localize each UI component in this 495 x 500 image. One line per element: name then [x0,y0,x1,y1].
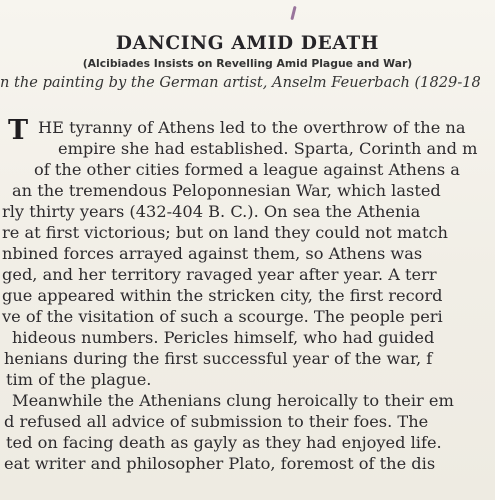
body-line: eat writer and philosopher Plato, foremost of the dis [4,454,436,473]
painting-credit: n the painting by the German artist, Anselm Feuerbach (1829-18 [0,74,481,91]
body-line: hideous numbers. Pericles himself, who had guided [12,328,435,347]
article-title: DANCING AMID DEATH [115,33,380,54]
body-line: gue appeared within the stricken city, the first record [2,286,443,305]
article-subtitle: (Alcibiades Insists on Revelling Amid Plague and War) [82,57,413,70]
body-line: d refused all advice of submission to their foes. The [4,412,429,431]
body-line: HE tyranny of Athens led to the overthrow of the na [38,118,466,137]
body-line: nbined forces arrayed against them, so Athens was [2,244,423,263]
drop-cap: T [8,115,29,146]
body-line: ged, and her territory ravaged year after year. A terr [2,265,437,284]
body-line: rly thirty years (432-404 B. C.). On sea the Athenia [2,202,421,221]
body-line: Meanwhile the Athenians clung heroically to their em [12,391,454,410]
body-line: ted on facing death as gayly as they had enjoyed life. [6,433,442,452]
body-line: tim of the plague. [6,370,152,389]
body-line: empire she had established. Sparta, Corinth and m [58,139,478,158]
body-line: ve of the visitation of such a scourge. The people peri [2,307,443,326]
body-line: an the tremendous Peloponnesian War, which lasted [12,181,441,200]
body-line: re at first victorious; but on land they could not match [2,223,448,242]
body-line: henians during the first successful year of the war, f [4,349,433,368]
body-line: of the other cities formed a league against Athens a [34,160,460,179]
ink-mark [290,6,296,20]
